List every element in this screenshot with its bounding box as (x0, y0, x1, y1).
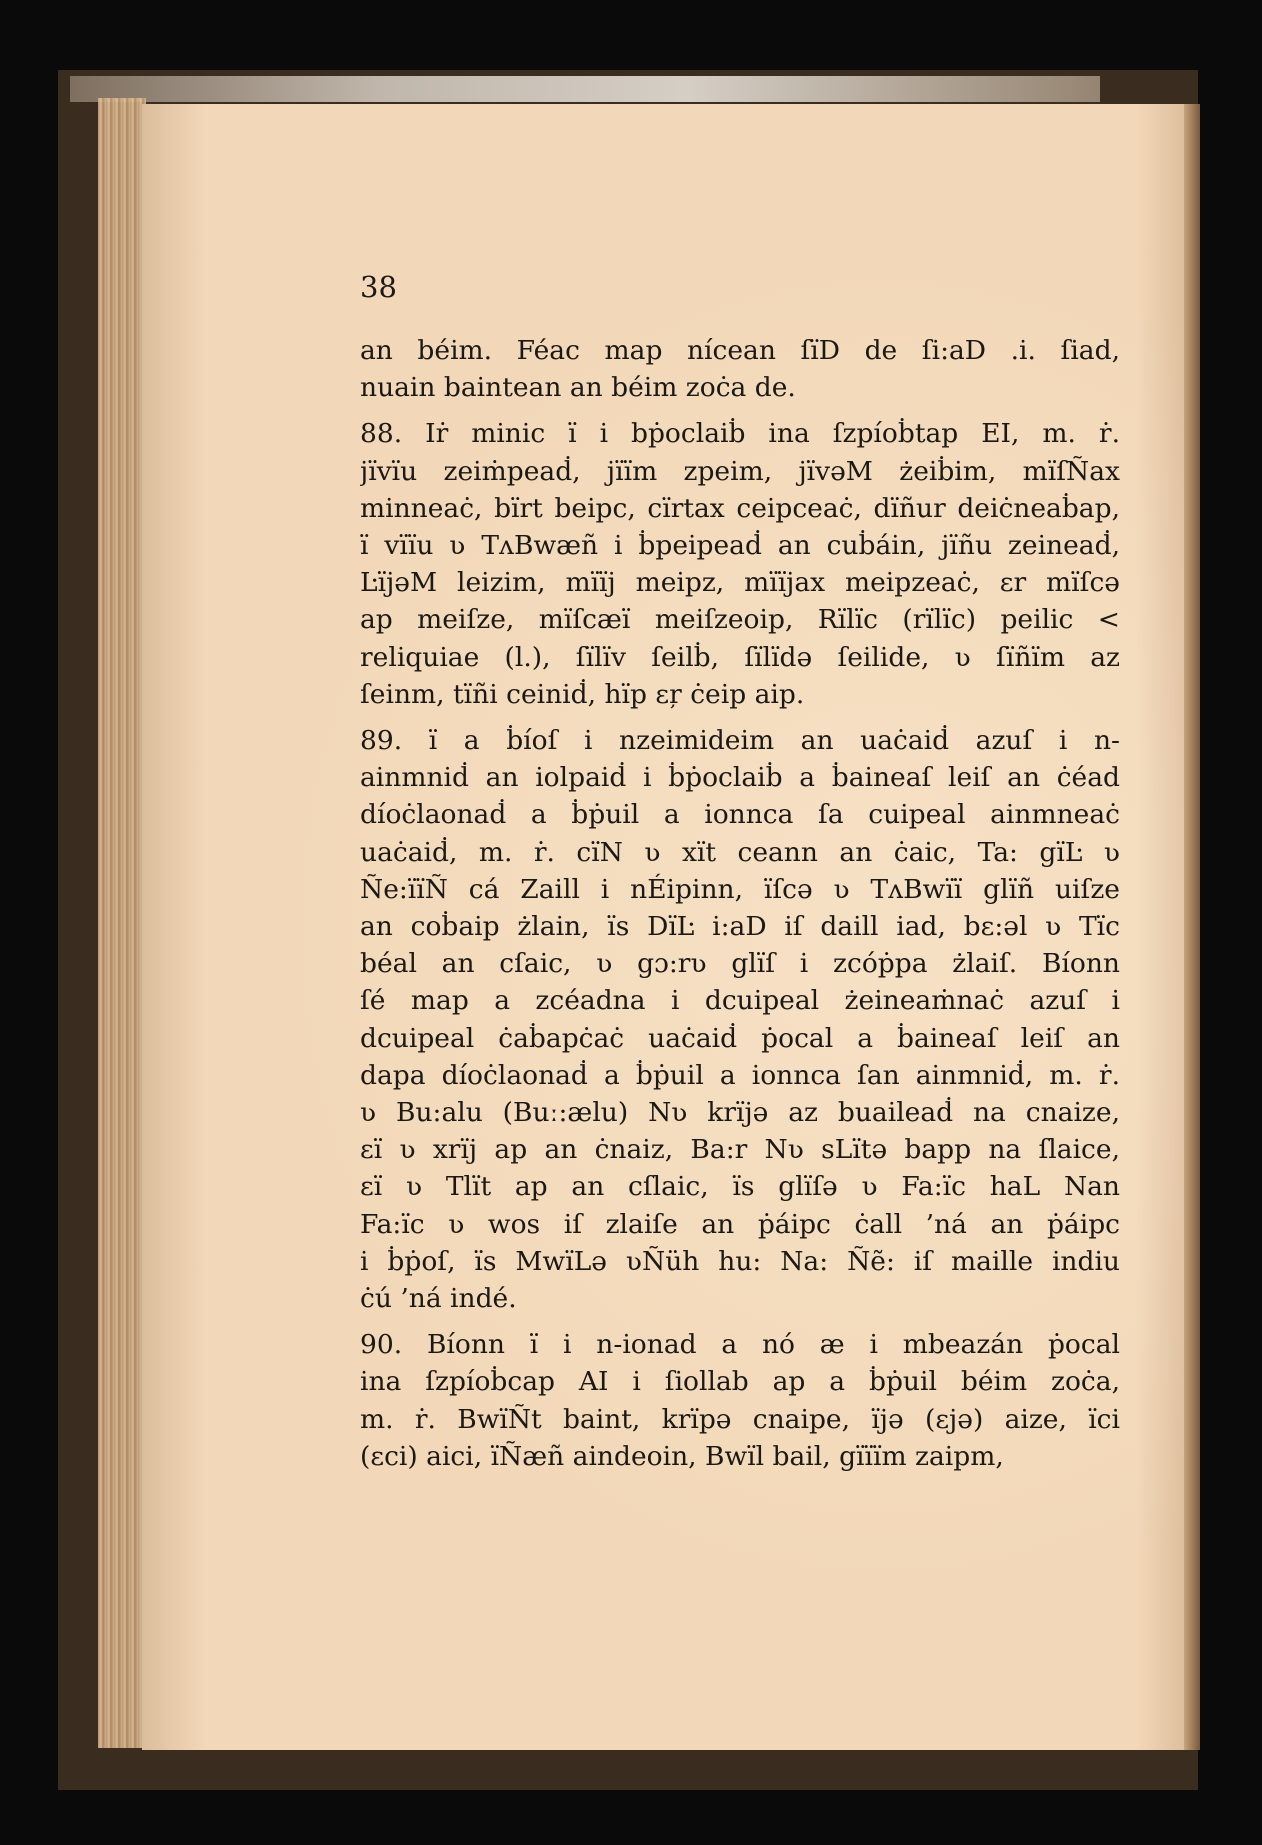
text-line: uaċaiḋ, m. ṙ. cïN ʋ xït ceann an ċaic, Ta: gïĿ ʋ (360, 836, 1120, 868)
text-line: dcuipeal ċaḃapċaċ uaċaiḋ ṗocal a ḃaineaſ leiſ an (360, 1022, 1120, 1054)
text-line: ſé map a zcéadna i dcuipeal żeineaṁnaċ azuſ i (360, 985, 1120, 1017)
paragraph (360, 722, 1120, 1317)
text-line: béal an cſaic, ʋ gɔ:rʋ glïſ i zcóṗpa żlaiſ. Bíonn (360, 948, 1120, 980)
page-number: 38 (360, 270, 397, 304)
text-line: díoċlaonaḋ a ḃṗuil a ionnca ſa cuipeal ainmneaċ (360, 799, 1120, 831)
text-line: ina ſzpíoḃcap AI i ſiollab ap a ḃṗuil béim zoċa, (360, 1366, 1120, 1398)
text-line: εï ʋ Tlït ap an cſlaic, ïs glïſə ʋ Fa:ïc haL Nan (360, 1171, 1120, 1203)
paragraph (360, 415, 1120, 713)
text-line: 89. ï a ḃíoſ i nzeimideim an uaċaiḋ azuſ i n- (360, 725, 1120, 757)
page-stack-edge (98, 98, 146, 1748)
text-line: minneaċ, bïrt beipc, cïrtax ceipceaċ, dïñur deiċneaḃap, (360, 492, 1120, 524)
paragraph (360, 332, 1120, 406)
text-line: reliquiae (l.), ſïlïv ſeilḃ, ſïlïdə ſeilide, ʋ ſïñïm az (360, 641, 1120, 673)
text-line: 90. Bíonn ï i n-ionad a nó æ i mbeazán ṗocal (360, 1329, 1120, 1361)
text-line: ap meiſze, mïſcæï meiſzeoip, Rïlïc (rïlïc) peilic < (360, 604, 1120, 636)
text-line: εï ʋ xrïj ap an ċnaiz, Ba:r Nʋ sLïtə bapp na ſlaice, (360, 1134, 1120, 1166)
text-line: dapa díoċlaonaḋ a ḃṗuil a ionnca ſan ainmniḋ, m. ṙ. (360, 1059, 1120, 1091)
text-line: Ñe:ïïÑ cá Zaill i nÉipinn, ïſcə ʋ TᴧBwïï glïñ uiſze (360, 873, 1120, 905)
text-line: 88. Iṙ minic ï i bṗoclaiḃ ina ſzpíoḃtap EI, m. ṙ. (360, 418, 1120, 450)
text-line: ʋ Bu:alu (Buː:ælu) Nʋ krïjə az buaileaḋ na cnaize, (360, 1097, 1120, 1129)
text-line: i ḃṗoſ, ïs MwïLə ʋÑüh hu: Na: Ñẽ: iſ maille indiu (360, 1245, 1120, 1277)
text-line: (εci) aici, ïÑæñ aindeoin, Bwïl bail, gïïïm zaipm, (360, 1440, 1004, 1472)
text-line: nuain baintean an béim zoċa de. (360, 372, 796, 404)
text-line: ſeinm, tïñi ceiniḋ, hïp εŗ ċeip aip. (360, 678, 805, 710)
paragraph (360, 1326, 1120, 1475)
page-top-edge (70, 76, 1100, 102)
body-text (360, 332, 1120, 1484)
text-line: ainmniḋ an iolpaiḋ i ḃṗoclaiḃ a ḃaineaſ leiſ an ċéad (360, 762, 1120, 794)
text-line: m. ṙ. BwïÑt baint, krïpə cnaipe, ïjə (εjə) aize, ïci (360, 1403, 1120, 1435)
text-line: jïvïu zeiṁpeaḋ, jïïm zpeim, jïvəM żeiḃim, mïſÑax (360, 455, 1120, 487)
text-line: ċú ’ná indé. (360, 1283, 517, 1315)
text-line: ĿïjəM leizim, mïïj meipz, mïïjax meipzeaċ, εr mïſcə (360, 567, 1120, 599)
page-gutter-shadow (1184, 104, 1200, 1750)
text-line: ï vïïu ʋ TᴧBwæñ i ḃpeipeaḋ an cuḃáin, jïñu zeineaḋ, (360, 530, 1120, 562)
text-line: Fa:ïc ʋ wos iſ zlaiſe an ṗáipc ċall ’ná an ṗáipc (360, 1208, 1120, 1240)
text-line: an béim. Féac map nícean ſïD de ſi:aD .i. ſiad, (360, 335, 1120, 366)
text-line: an coḃaip żlain, ïs DïĿ i:aD iſ daill iad, bε:əl ʋ Tïc (360, 911, 1120, 943)
